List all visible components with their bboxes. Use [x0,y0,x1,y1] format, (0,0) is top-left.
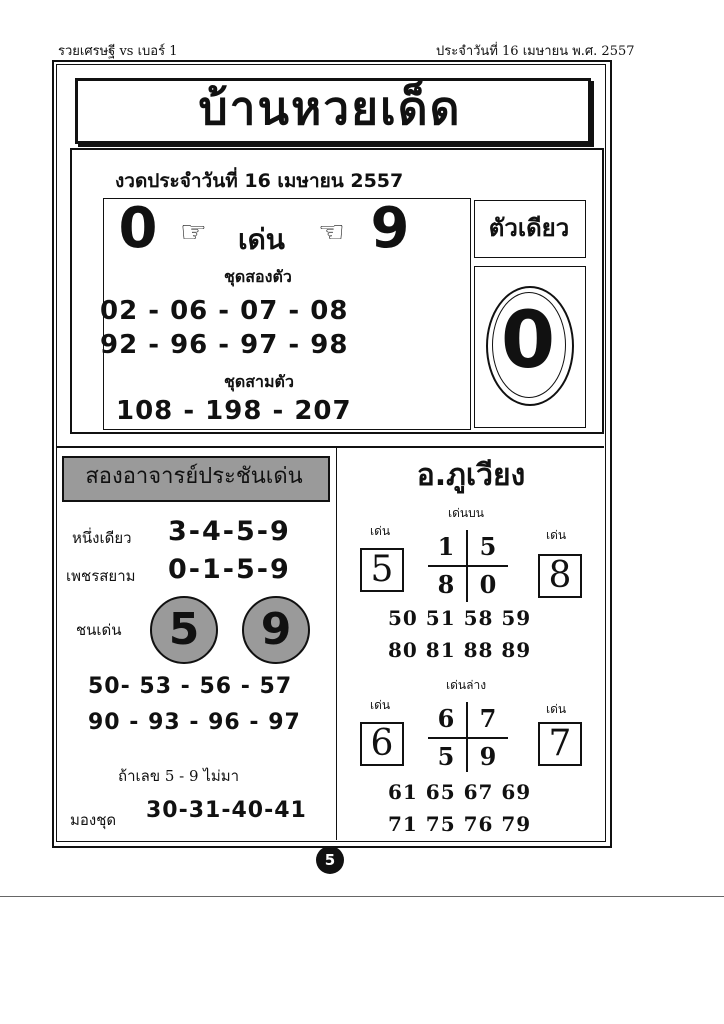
header-right-date: ประจำวันที่ 16 เมษายน พ.ศ. 2557 [436,44,635,59]
page-title: บ้านหวยเด็ด [198,81,462,135]
top-grid-cell: 0 [479,570,497,599]
row2-value: 0-1-5-9 [168,554,291,585]
bottom-right-label: เด่น [546,702,567,716]
header-left-text: รวยเศรษฐี vs เบอร์ 1 [58,44,178,59]
two-digit-row-1: 02 - 06 - 07 - 08 [100,296,349,326]
bottom-group-label: เด่นล่าง [446,678,487,692]
top-right-boxed-digit: 8 [538,554,582,598]
row1-label: หนึ่งเดียว [72,529,132,547]
page-number: 5 [316,846,344,874]
single-digit-label: ตัวเดียว [488,214,570,242]
lead-digit-left: 0 [118,196,158,261]
bottom-right-boxed-digit: 7 [538,722,582,766]
left-banner-title: สองอาจารย์ประชันเด่น [85,464,303,489]
bottom-pairs-row-2: 71 75 76 79 [388,812,532,836]
bottom-grid-cell: 5 [437,742,455,771]
right-panel-title: อ.ภูเวียง [416,458,526,493]
lead-pair-label: ชนเด่น [76,621,122,639]
lead-digit-right: 9 [370,196,410,261]
lead-label: เด่น [238,223,285,256]
pointing-hand-left-icon: ☜ [318,215,345,250]
three-digit-title: ชุดสามตัว [224,372,294,391]
bottom-grid-cell: 6 [437,704,455,733]
bottom-grid-cell: 7 [479,704,497,733]
lead-pair-circle-2: 9 [242,596,310,664]
row1-value: 3-4-5-9 [168,516,291,547]
single-digit: 0 [500,296,556,386]
top-pairs-row-2: 80 81 88 89 [388,638,532,662]
section-divider [56,446,604,448]
note-text: ถ้าเลข 5 - 9 ไม่มา [118,767,240,785]
top-right-label: เด่น [546,528,567,542]
three-digit-row: 108 - 198 - 207 [116,396,352,426]
top-grid-hline [428,565,508,567]
top-left-label: เด่น [370,524,391,538]
draw-date-title: งวดประจำวันที่ 16 เมษายน 2557 [115,170,404,192]
bottom-pairs-row-1: 61 65 67 69 [388,780,532,804]
row2-label: เพชรสยาม [66,567,136,585]
top-left-boxed-digit: 5 [360,548,404,592]
bottom-grid-hline [428,737,508,739]
top-pairs-row-1: 50 51 58 59 [388,606,532,630]
set-row-2: 90 - 93 - 96 - 97 [88,710,301,735]
two-digit-row-2: 92 - 96 - 97 - 98 [100,330,349,360]
lead-pair-circle-1: 5 [150,596,218,664]
top-grid-cell: 1 [437,532,455,561]
bottom-grid-cell: 9 [479,742,497,771]
watch-value: 30-31-40-41 [146,798,307,823]
top-grid-cell: 5 [479,532,497,561]
column-divider [336,446,337,840]
top-grid-cell: 8 [437,570,455,599]
pointing-hand-right-icon: ☞ [180,215,207,250]
bottom-left-label: เด่น [370,698,391,712]
set-row-1: 50- 53 - 56 - 57 [88,674,293,699]
scan-fold-line [0,896,724,897]
watch-label: มองชุด [70,811,117,829]
top-group-label: เด่นบน [448,506,484,520]
bottom-left-boxed-digit: 6 [360,722,404,766]
two-digit-title: ชุดสองตัว [224,267,292,286]
